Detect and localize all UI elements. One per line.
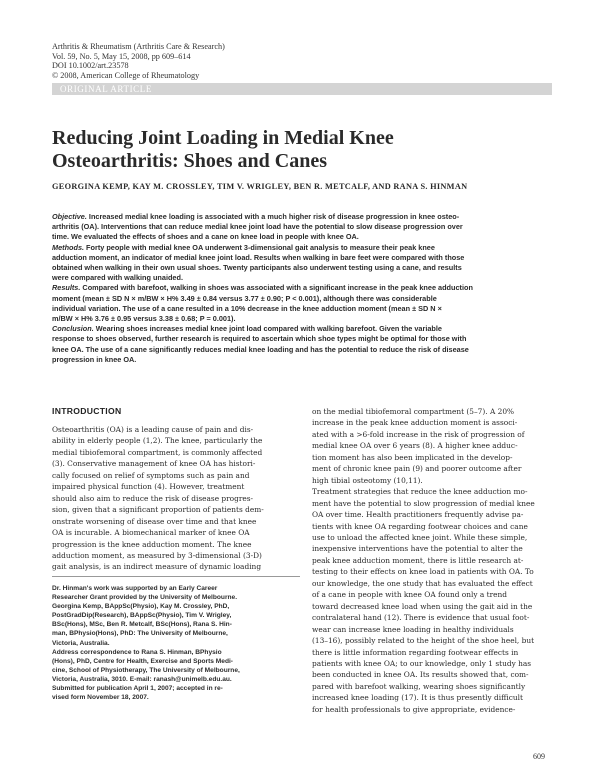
footnote-line: cine, School of Physiotherapy, The University of Melbourne, — [52, 666, 240, 674]
footnote-line: Victoria, Australia, 3010. E-mail: ranash@unimelb.edu.au. — [52, 675, 232, 683]
abstract-line: adduction moment, an indicator of medial knee joint load. Results when walking in bare feet were compared with those — [52, 252, 465, 262]
body-line: medial tibiofemoral compartment, is commonly affected — [52, 447, 263, 457]
body-line: adduction moment, as measured by 3-dimensional (3-D) — [52, 550, 262, 560]
abstract — [52, 212, 552, 365]
body-line: OA over time. Health practitioners frequently advise pa- — [312, 510, 524, 520]
left-column-text — [52, 424, 302, 573]
methods-text: Forty people with medial knee OA underwent 3-dimensional gait analysis to measure their peak knee — [84, 242, 435, 252]
footnote-line: Georgina Kemp, BAppSc(Physio), Kay M. Crossley, PhD, — [52, 603, 230, 611]
body-line: peak knee adduction moment, there is little research at- — [312, 555, 524, 565]
footnote-line: Researcher Grant provided by the University of Melbourne. — [52, 594, 238, 602]
body-line: (13–16), possibly related to the height of the shoe heel, but — [312, 636, 535, 646]
footnote-line: (Hons), PhD, Centre for Health, Exercise and Sports Medi- — [52, 657, 233, 665]
body-line: toward decreased knee load when using the gait aid in the — [312, 601, 533, 611]
results-text: Compared with barefoot, walking in shoes was associated with a significant increase in the peak knee adduction — [80, 283, 473, 293]
body-line: tion moment has also been implicated in the develop- — [312, 452, 513, 462]
abstract-line: knee OA. The use of a cane significantly reduces medial knee loading and has the potential to reduce the risk of disease — [52, 344, 469, 354]
body-line: ability in elderly people (1,2). The knee, particularly the — [52, 436, 263, 446]
body-line: wear can increase knee loading in healthy individuals — [312, 624, 514, 634]
body-line: should also aim to reduce the risk of disease progres- — [52, 493, 254, 503]
conclusion-text: Wearing shoes increases medial knee joint load compared with walking barefoot. Given the variable — [93, 324, 442, 334]
footnote-line: Dr. Hinman's work was supported by an Early Career — [52, 585, 218, 592]
objective-label: Objective. — [52, 212, 87, 221]
title-line-1: Reducing Joint Loading in Medial Knee — [52, 127, 394, 149]
body-line: Osteoarthritis (OA) is a leading cause of pain and dis- — [52, 425, 254, 434]
body-line: on the medial tibiofemoral compartment (5–7). A 20% — [312, 407, 515, 416]
body-line: inexpensive interventions have the potential to alter the — [312, 544, 523, 554]
footnote — [52, 584, 302, 702]
abstract-line: obtained when walking in their own usual shoes. Twenty participants also underwent testing using a cane, and results — [52, 263, 462, 273]
footnote-line: Victoria, Australia. — [52, 639, 110, 647]
body-line: been conducted in knee OA. Its results showed that, com- — [312, 670, 529, 680]
body-line: progression is the knee adduction moment. The knee — [52, 539, 252, 549]
journal-doi: DOI 10.1002/art.23578 — [52, 61, 129, 71]
body-line: OA is incurable. A biomechanical marker of knee OA — [52, 528, 250, 538]
body-line: sion, given that a significant proportion of patients dem- — [52, 505, 264, 515]
body-line: contralateral hand (12). There is evidence that usual foot- — [312, 613, 530, 623]
page-number: 609 — [533, 752, 545, 761]
body-line: (3). Conservative management of knee OA has histori- — [52, 459, 256, 469]
introduction-heading: INTRODUCTION — [52, 406, 122, 416]
objective-text: Increased medial knee loading is associated with a much higher risk of disease progression in knee osteo- — [86, 212, 460, 221]
section-label: ORIGINAL ARTICLE — [60, 84, 152, 94]
footnote-line: man, BPhysio(Hons), PhD: The University of Melbourne, — [52, 630, 228, 638]
footnote-line: BSc(Hons), MSc, Ben R. Metcalf, BSc(Hons), Rana S. Hin- — [52, 621, 232, 629]
abstract-line — [52, 283, 552, 293]
footnote-line: vised form November 18, 2007. — [52, 694, 149, 702]
abstract-line: m/BW × H% 3.76 ± 0.95 versus 3.38 ± 0.68; P = 0.001). — [52, 314, 236, 324]
results-label: Results. — [52, 283, 81, 293]
body-line: gait analysis, is an indirect measure of dynamic loading — [52, 562, 262, 572]
abstract-line: moment (mean ± SD N × m/BW × H% 3.49 ± 0.84 versus 3.77 ± 0.90; P < 0.001), although there was considerable — [52, 293, 437, 303]
abstract-line: progression in knee OA. — [52, 354, 137, 364]
body-line: ated with a >6-fold increase in the risk of progression of — [312, 429, 525, 439]
body-line: high tibial osteotomy (10,11). — [312, 475, 423, 485]
methods-label: Methods. — [52, 242, 85, 252]
article-title — [52, 127, 552, 173]
journal-info — [52, 42, 225, 80]
footnote-line: Submitted for publication April 1, 2007; accepted in re- — [52, 685, 223, 693]
author-list: GEORGINA KEMP, KAY M. CROSSLEY, TIM V. WRIGLEY, BEN R. METCALF, AND RANA S. HINMAN — [52, 182, 468, 191]
body-line: impaired physical function (4). However, treatment — [52, 482, 245, 492]
body-line: for health professionals to give appropriate, evidence- — [312, 704, 516, 714]
body-line: ment have the potential to slow progression of medial knee — [312, 498, 535, 508]
body-line: of a cane in people with knee OA found only a trend — [312, 590, 508, 600]
body-line: increased knee loading (17). It is thus presently difficult — [312, 693, 523, 703]
body-line: testing to their effects on knee load in patients with OA. To — [312, 567, 534, 577]
footnote-line: PostGradDip(Research), BAppSc(Physio), Tim V. Wrigley, — [52, 612, 232, 620]
section-bar — [52, 83, 552, 95]
body-line: use to unload the affected knee joint. While these simple, — [312, 532, 528, 542]
body-line: Treatment strategies that reduce the knee adduction mo- — [312, 487, 528, 497]
abstract-line — [52, 243, 552, 253]
body-line: medial knee OA over 6 years (8). A higher knee adduc- — [312, 441, 518, 451]
body-line: ment of chronic knee pain (9) and poorer outcome after — [312, 464, 522, 474]
body-line: cally focused on relief of symptoms such as pain and — [52, 470, 250, 480]
right-column-text — [312, 406, 554, 715]
abstract-line — [52, 212, 552, 222]
title-line-2: Osteoarthritis: Shoes and Canes — [52, 150, 328, 172]
body-line: tients with knee OA regarding footwear choices and cane — [312, 521, 528, 531]
body-line: onstrate worsening of disease over time and that knee — [52, 516, 257, 526]
abstract-line: individual variation. The use of a cane resulted in a 10% decrease in the knee adduction moment (mean ± SD N × — [52, 303, 442, 313]
journal-copyright: © 2008, American College of Rheumatology — [52, 70, 200, 80]
body-line: our knowledge, the one study that has evaluated the effect — [312, 578, 533, 588]
abstract-line: time. We evaluated the effects of shoes and a cane on knee load in people with knee OA. — [52, 232, 359, 242]
footnote-divider — [52, 576, 300, 577]
journal-name: Arthritis & Rheumatism (Arthritis Care & Research) — [52, 42, 225, 51]
abstract-line — [52, 324, 552, 334]
abstract-line: arthritis (OA). Interventions that can reduce medial knee joint load have the potential to slow disease progression over — [52, 222, 463, 232]
journal-volume: Vol. 59, No. 5, May 15, 2008, pp 609–614 — [52, 51, 191, 61]
body-line: increase in the peak knee adduction moment is associ- — [312, 418, 518, 428]
abstract-line: response to shoes observed, further research is required to ascertain which shoe types might be optimal for those with — [52, 334, 467, 344]
conclusion-label: Conclusion. — [52, 324, 94, 334]
footnote-line: Address correspondence to Rana S. Hinman, BPhysio — [52, 648, 222, 656]
body-line: patients with knee OA; to our knowledge, only 1 study has — [312, 658, 532, 668]
body-line: pared with barefoot walking, wearing shoes significantly — [312, 681, 526, 691]
body-line: there is little information regarding footwear effects in — [312, 647, 519, 657]
abstract-line: were compared with walking unaided. — [52, 273, 183, 283]
